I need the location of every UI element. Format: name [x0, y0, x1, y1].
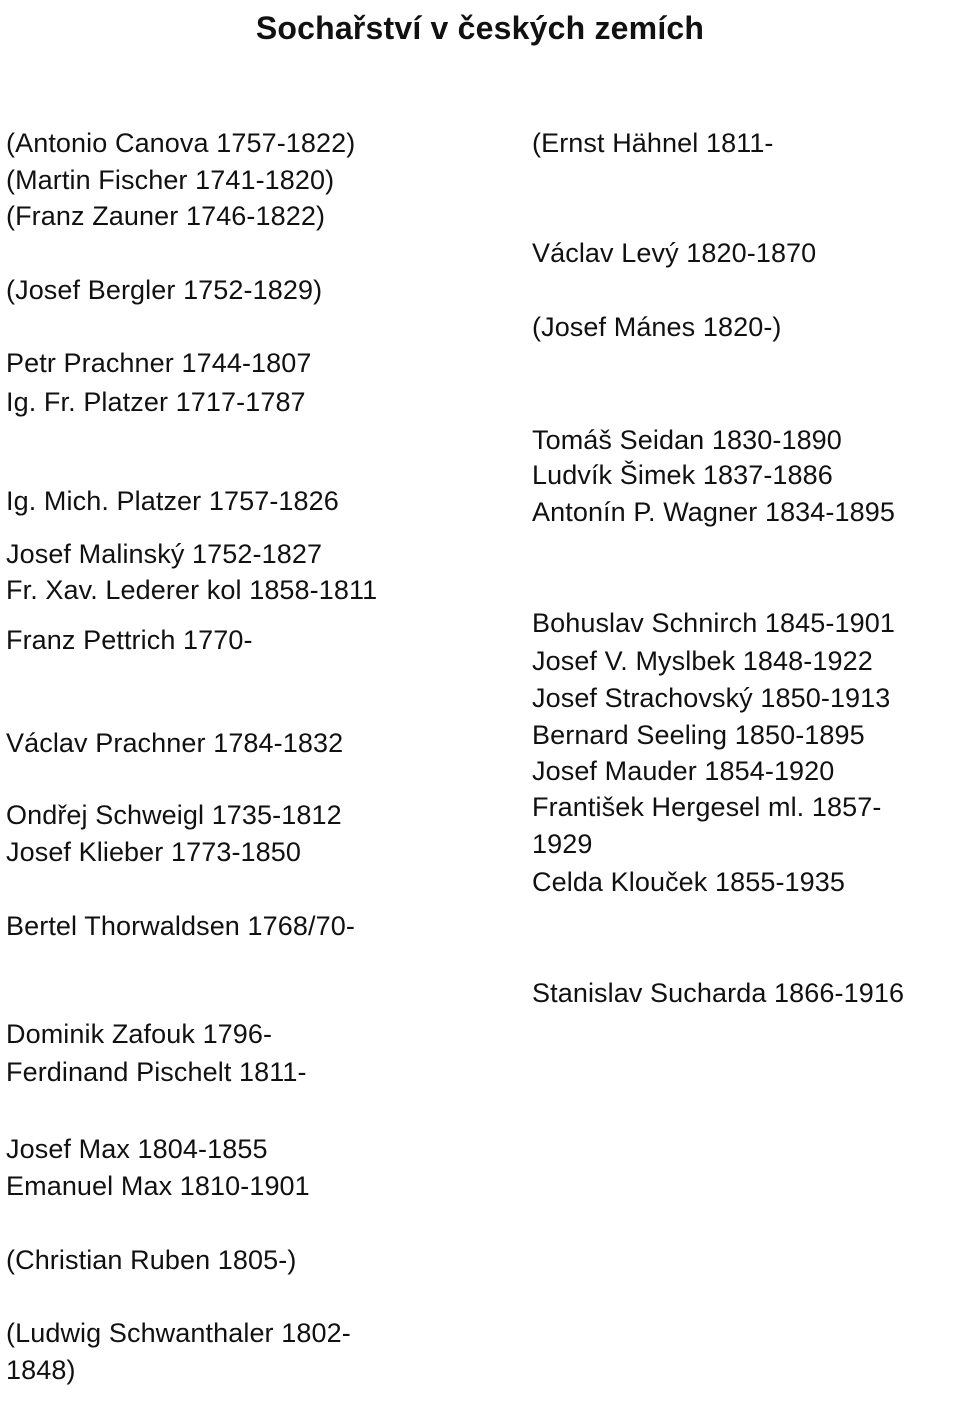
- sculptor-entry: Celda Klouček 1855-1935: [532, 867, 846, 897]
- sculptor-entry: (Ernst Hähnel 1811-: [532, 128, 774, 158]
- sculptor-entry: Emanuel Max 1810-1901: [6, 1171, 310, 1201]
- sculptor-entry: Josef Mauder 1854-1920: [532, 756, 835, 786]
- sculptor-entry: Bernard Seeling 1850-1895: [532, 720, 865, 750]
- sculptor-entry: Josef Klieber 1773-1850: [6, 837, 302, 867]
- sculptor-entry: (Josef Mánes 1820-): [532, 312, 782, 342]
- page-title: Sochařství v českých zemích: [255, 10, 705, 46]
- sculptor-entry: Ondřej Schweigl 1735-1812: [6, 800, 342, 830]
- sculptor-entry: Bohuslav Schnirch 1845-1901: [532, 608, 895, 638]
- sculptor-entry: Dominik Zafouk 1796-: [6, 1019, 273, 1049]
- sculptor-entry: Václav Prachner 1784-1832: [6, 728, 344, 758]
- sculptor-entry: Tomáš Seidan 1830-1890: [532, 425, 842, 455]
- sculptor-entry: (Christian Ruben 1805-): [6, 1245, 297, 1275]
- sculptor-entry: Josef Strachovský 1850-1913: [532, 683, 891, 713]
- sculptor-entry: Franz Pettrich 1770-: [6, 625, 253, 655]
- sculptor-entry: (Franz Zauner 1746-1822): [6, 201, 326, 231]
- sculptor-entry: 1929: [532, 829, 593, 859]
- sculptor-entry: Josef V. Myslbek 1848-1922: [532, 646, 873, 676]
- sculptor-entry: (Martin Fischer 1741-1820): [6, 165, 335, 195]
- sculptor-entry: (Josef Bergler 1752-1829): [6, 275, 323, 305]
- sculptor-entry: Ig. Fr. Platzer 1717-1787: [6, 387, 306, 417]
- sculptor-entry: Petr Prachner 1744-1807: [6, 348, 312, 378]
- sculptor-entry: (Ludwig Schwanthaler 1802-: [6, 1318, 351, 1348]
- sculptor-entry: Bertel Thorwaldsen 1768/70-: [6, 911, 355, 941]
- sculptor-entry: Fr. Xav. Lederer kol 1858-1811: [6, 575, 378, 605]
- sculptor-entry: Josef Max 1804-1855: [6, 1134, 268, 1164]
- sculptor-entry: Stanislav Sucharda 1866-1916: [532, 978, 905, 1008]
- sculptor-entry: Ig. Mich. Platzer 1757-1826: [6, 486, 339, 516]
- sculptor-entry: Ludvík Šimek 1837-1886: [532, 460, 833, 490]
- sculptor-entry: (Antonio Canova 1757-1822): [6, 128, 356, 158]
- sculptor-entry: František Hergesel ml. 1857-: [532, 792, 882, 822]
- sculptor-entry: Antonín P. Wagner 1834-1895: [532, 497, 895, 527]
- sculptor-entry: Josef Malinský 1752-1827: [6, 539, 323, 569]
- sculptor-entry: 1848): [6, 1355, 76, 1385]
- sculptor-entry: Václav Levý 1820-1870: [532, 238, 817, 268]
- sculptor-entry: Ferdinand Pischelt 1811-: [6, 1057, 307, 1087]
